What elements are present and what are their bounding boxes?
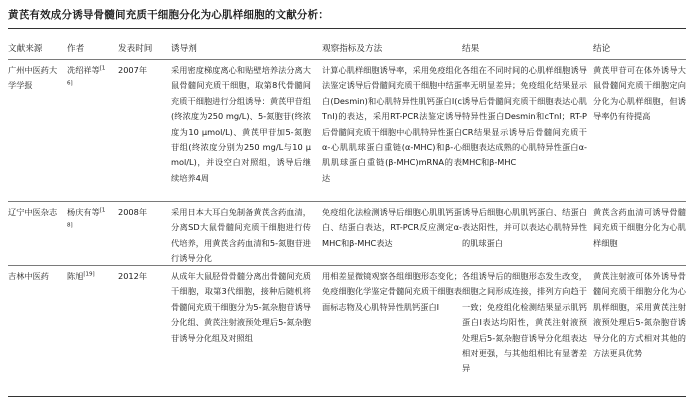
header-inducer: 诱导剂 xyxy=(171,44,197,54)
row-source: 辽宁中医杂志 xyxy=(8,207,58,217)
row-conclusion: 黄芪含药血清可诱导骨髓间充质干细胞分化为心肌样细胞 xyxy=(593,207,686,248)
author-name: 杨庆有等 xyxy=(67,207,100,217)
row-year: 2012年 xyxy=(118,271,148,281)
row-result: 诱导后细胞心肌肌钙蛋白、结蛋白表达阳性，并可以表达心肌特异性的肌球蛋白 xyxy=(462,207,587,248)
reference-number: [18] xyxy=(67,207,106,229)
row-conclusion: 黄芪甲苷可在体外诱导大鼠骨髓间充质干细胞定向分化为心肌样细胞，但诱导率仍有待提高 xyxy=(593,65,686,122)
table-title: 黄芪有效成分诱导骨髓间充质干细胞分化为心肌样细胞的文献分析： xyxy=(8,9,329,21)
header-source: 文献来源 xyxy=(8,44,43,54)
row-result: 各组诱导后的细胞形态发生改变，细胞之间形成连接，排列方向趋于一致；免疫组化检测结果显示肌钙蛋白I表达均阳性，黄芪注射液预处理后5-氮杂胞苷诱导分化组表达相对更强，与其他组相比有显著差异 xyxy=(462,271,587,374)
row-inducer: 采用密度梯度离心和贴壁培养法分离大鼠骨髓间充质干细胞，取第8代骨髓间充质干细胞进行分组诱导：黄芪甲苷组(终浓度为250 mg/L)、5-氮胞苷(终浓度为10 μmol/L)、黄芪甲苷加5-氮胞苷组(终浓度分别为250 mg/L与10 μmol/L)，并设空白对照组，诱导后继续培养4周 xyxy=(171,65,311,183)
row-method: 计算心肌样细胞诱导率，采用免疫组化法鉴定诱导后骨髓间充质干细胞中结蛋白(Desmin)和心肌特异性肌钙蛋白I(cTnI)的表达，采用RT-PCR法鉴定诱导后骨髓间充质干细胞中心肌特异性蛋白α-心肌肌球蛋白重链(α-MHC)和β-心肌肌球蛋白重链(β-MHC)mRNA的表达 xyxy=(322,65,462,183)
reference-number: [16] xyxy=(67,65,106,87)
top-rule xyxy=(8,28,686,29)
row-year: 2008年 xyxy=(118,207,148,217)
header-rule xyxy=(8,59,686,60)
reference-number: [19] xyxy=(83,271,95,278)
row-year: 2007年 xyxy=(118,65,148,75)
row-method: 用相差显微镜观察各组细胞形态变化；免疫细胞化学鉴定骨髓间充质干细胞表面标志物及心肌特异性肌钙蛋白I xyxy=(322,271,462,312)
row-divider xyxy=(8,201,686,202)
row-method: 免疫组化法检测诱导后细胞心肌肌钙蛋白、结蛋白表达，RT-PCR反应测定α-MHC和β-MHC表达 xyxy=(322,207,462,248)
header-conclusion: 结论 xyxy=(593,44,611,54)
row-result: 各组在不同时间的心肌样细胞诱导率无明显差异；免疫组化结果显示诱导后骨髓间充质干细胞表达心肌特异性蛋白Desmin和cTnI；RT-PCR结果显示诱导后骨髓间充质干细胞表达成熟的心肌特异性蛋白α-MHC和β-MHC xyxy=(462,65,587,168)
header-method: 观察指标及方法 xyxy=(322,44,383,54)
row-divider xyxy=(8,265,686,266)
row-author xyxy=(67,269,111,284)
row-source: 吉林中医药 xyxy=(8,271,49,281)
row-inducer: 采用日本大耳白兔制备黄芪含药血清，分离SD大鼠骨髓间充质干细胞进行传代培养，用黄芪含药血清和5-氮胞苷进行诱导分化 xyxy=(171,207,311,264)
row-inducer: 从成年大鼠胫骨骨髓分离出骨髓间充质干细胞，取第3代细胞，接种后随机将骨髓间充质干细胞分为5-氮杂胞苷诱导分化组、黄芪注射液预处理后5-氮杂胞苷诱导分化组及对照组 xyxy=(171,271,311,343)
bottom-rule xyxy=(8,396,686,397)
author-name: 冼绍祥等 xyxy=(67,65,100,75)
header-result: 结果 xyxy=(462,44,480,54)
header-year: 发表时间 xyxy=(118,44,153,54)
row-source: 广州中医药大学学报 xyxy=(8,65,58,91)
header-author: 作者 xyxy=(67,44,85,54)
row-author xyxy=(67,205,111,236)
row-conclusion: 黄芪注射液可体外诱导骨髓间充质干细胞分化为心肌样细胞，采用黄芪注射液预处理后5-氮杂胞苷诱导分化的方式相对其他的方法更具优势 xyxy=(593,271,686,359)
author-name: 陈旭 xyxy=(67,271,84,281)
row-author xyxy=(67,63,111,94)
